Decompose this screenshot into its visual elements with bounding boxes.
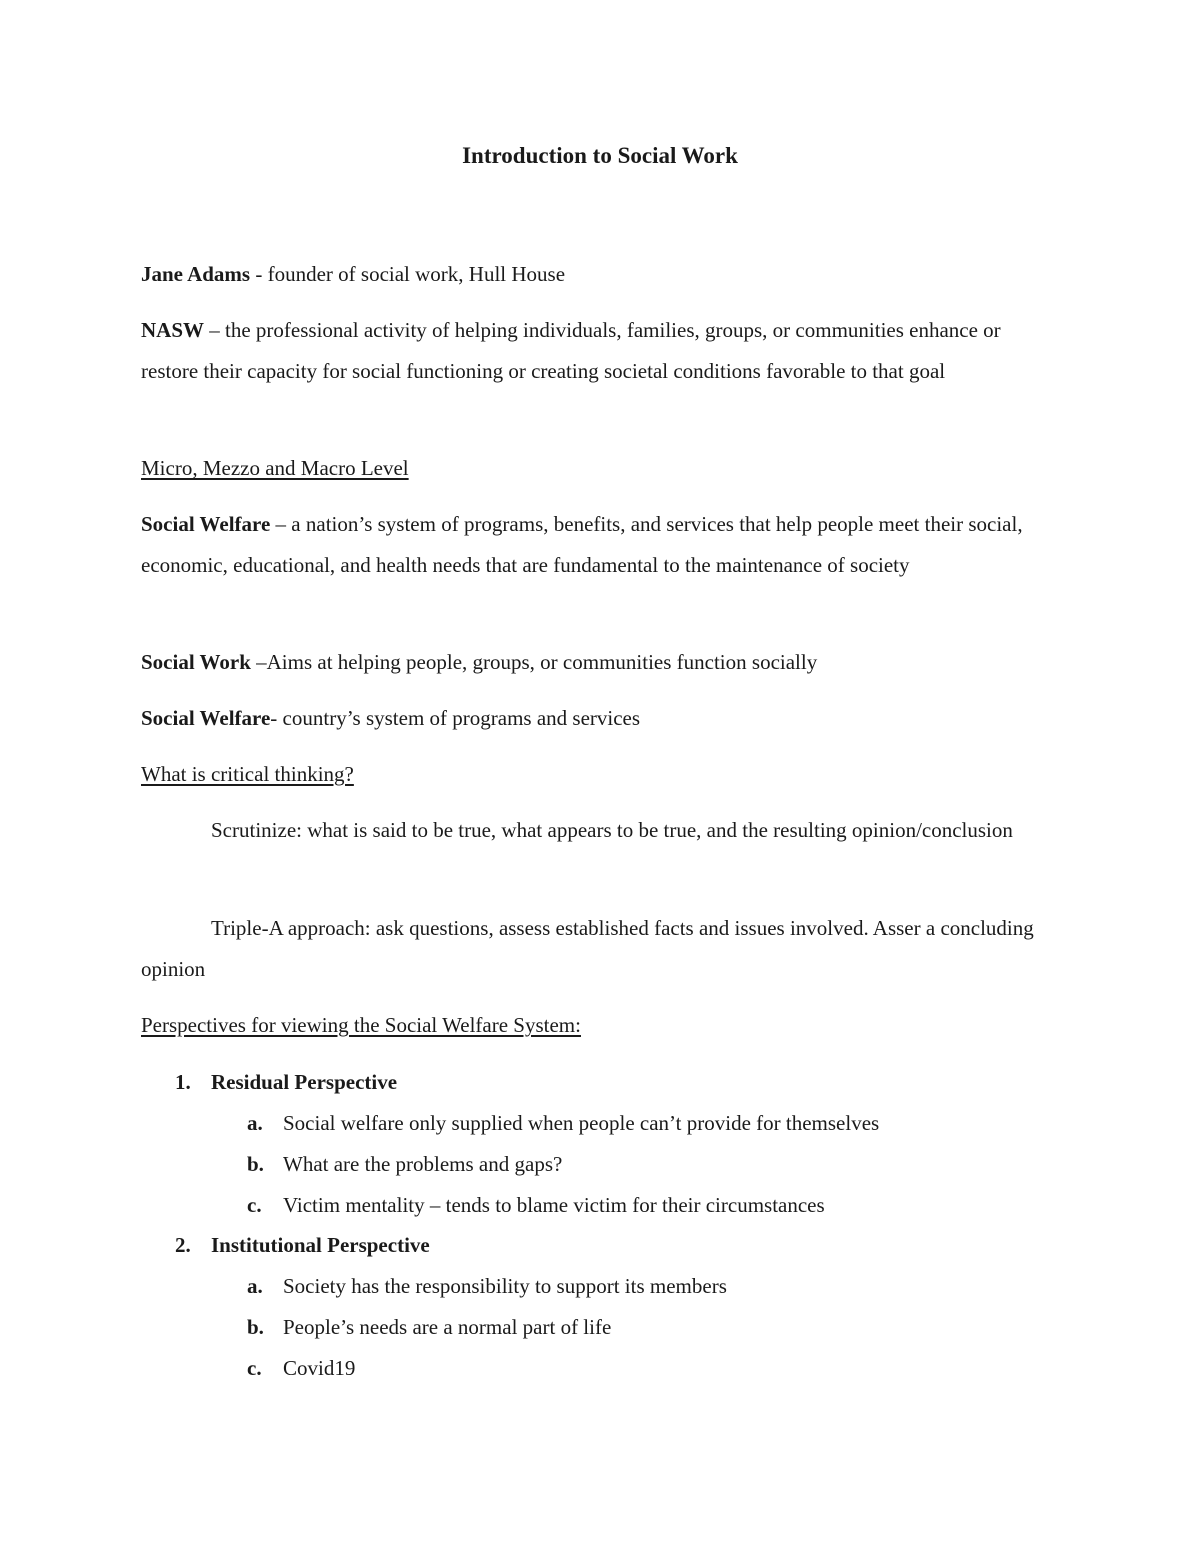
perspective-number: 1. <box>175 1070 191 1094</box>
perspective-item-text: Society has the responsibility to support its members <box>283 1274 727 1298</box>
perspective-item-text: People’s needs are a normal part of life <box>283 1315 612 1339</box>
perspective-number: 2. <box>175 1233 191 1257</box>
nasw-term: NASW <box>141 318 205 342</box>
perspective-item-letter: b. <box>247 1315 264 1339</box>
jane-adams-entry <box>141 254 1061 295</box>
perspective-item-text: What are the problems and gaps? <box>283 1152 563 1176</box>
perspective-item-letter: b. <box>247 1152 264 1176</box>
perspective-item-text: Covid19 <box>283 1356 356 1380</box>
social-welfare-definition: – a nation’s system of programs, benefits, and services that help people meet their social, economic, educational, and health needs that are fundamental to the maintenance of society <box>141 512 1023 577</box>
nasw-definition: – the professional activity of helping individuals, families, groups, or communities enhance or restore their capacity for social functioning or creating societal conditions favorable to that goal <box>141 318 1001 383</box>
perspective-title: Institutional Perspective <box>211 1233 430 1257</box>
social-welfare-term: Social Welfare <box>141 512 271 536</box>
perspective-item-letter: c. <box>247 1193 262 1217</box>
nasw-entry <box>141 310 1061 392</box>
triple-a-paragraph: Triple-A approach: ask questions, assess established facts and issues involved. Asser a concluding opinion <box>141 916 1034 981</box>
document-title: Introduction to Social Work <box>462 143 738 168</box>
critical-thinking-heading: What is critical thinking? <box>141 762 354 786</box>
perspective-item-text: Social welfare only supplied when people can’t provide for themselves <box>283 1111 880 1135</box>
perspective-item-letter: c. <box>247 1356 262 1380</box>
perspective-item-text: Victim mentality – tends to blame victim for their circumstances <box>283 1193 825 1217</box>
scrutinize-paragraph: Scrutinize: what is said to be true, what appears to be true, and the resulting opinion/conclusion <box>211 818 1013 842</box>
social-work-definition: –Aims at helping people, groups, or communities function socially <box>250 650 818 674</box>
social-welfare-definition-2: - country’s system of programs and services <box>270 706 641 730</box>
jane-adams-term: Jane Adams <box>141 262 251 286</box>
perspectives-heading: Perspectives for viewing the Social Welfare System: <box>141 1013 581 1037</box>
perspective-title: Residual Perspective <box>211 1070 398 1094</box>
social-work-term: Social Work <box>141 650 251 674</box>
perspective-item-letter: a. <box>247 1111 263 1135</box>
jane-adams-definition: - founder of social work, Hull House <box>250 262 566 286</box>
levels-heading: Micro, Mezzo and Macro Level <box>141 456 409 480</box>
social-welfare-term-2: Social Welfare <box>141 706 271 730</box>
social-welfare-entry <box>141 504 1061 586</box>
social-welfare-entry-2 <box>141 698 1061 739</box>
social-work-entry <box>141 642 1061 683</box>
perspective-item-letter: a. <box>247 1274 263 1298</box>
